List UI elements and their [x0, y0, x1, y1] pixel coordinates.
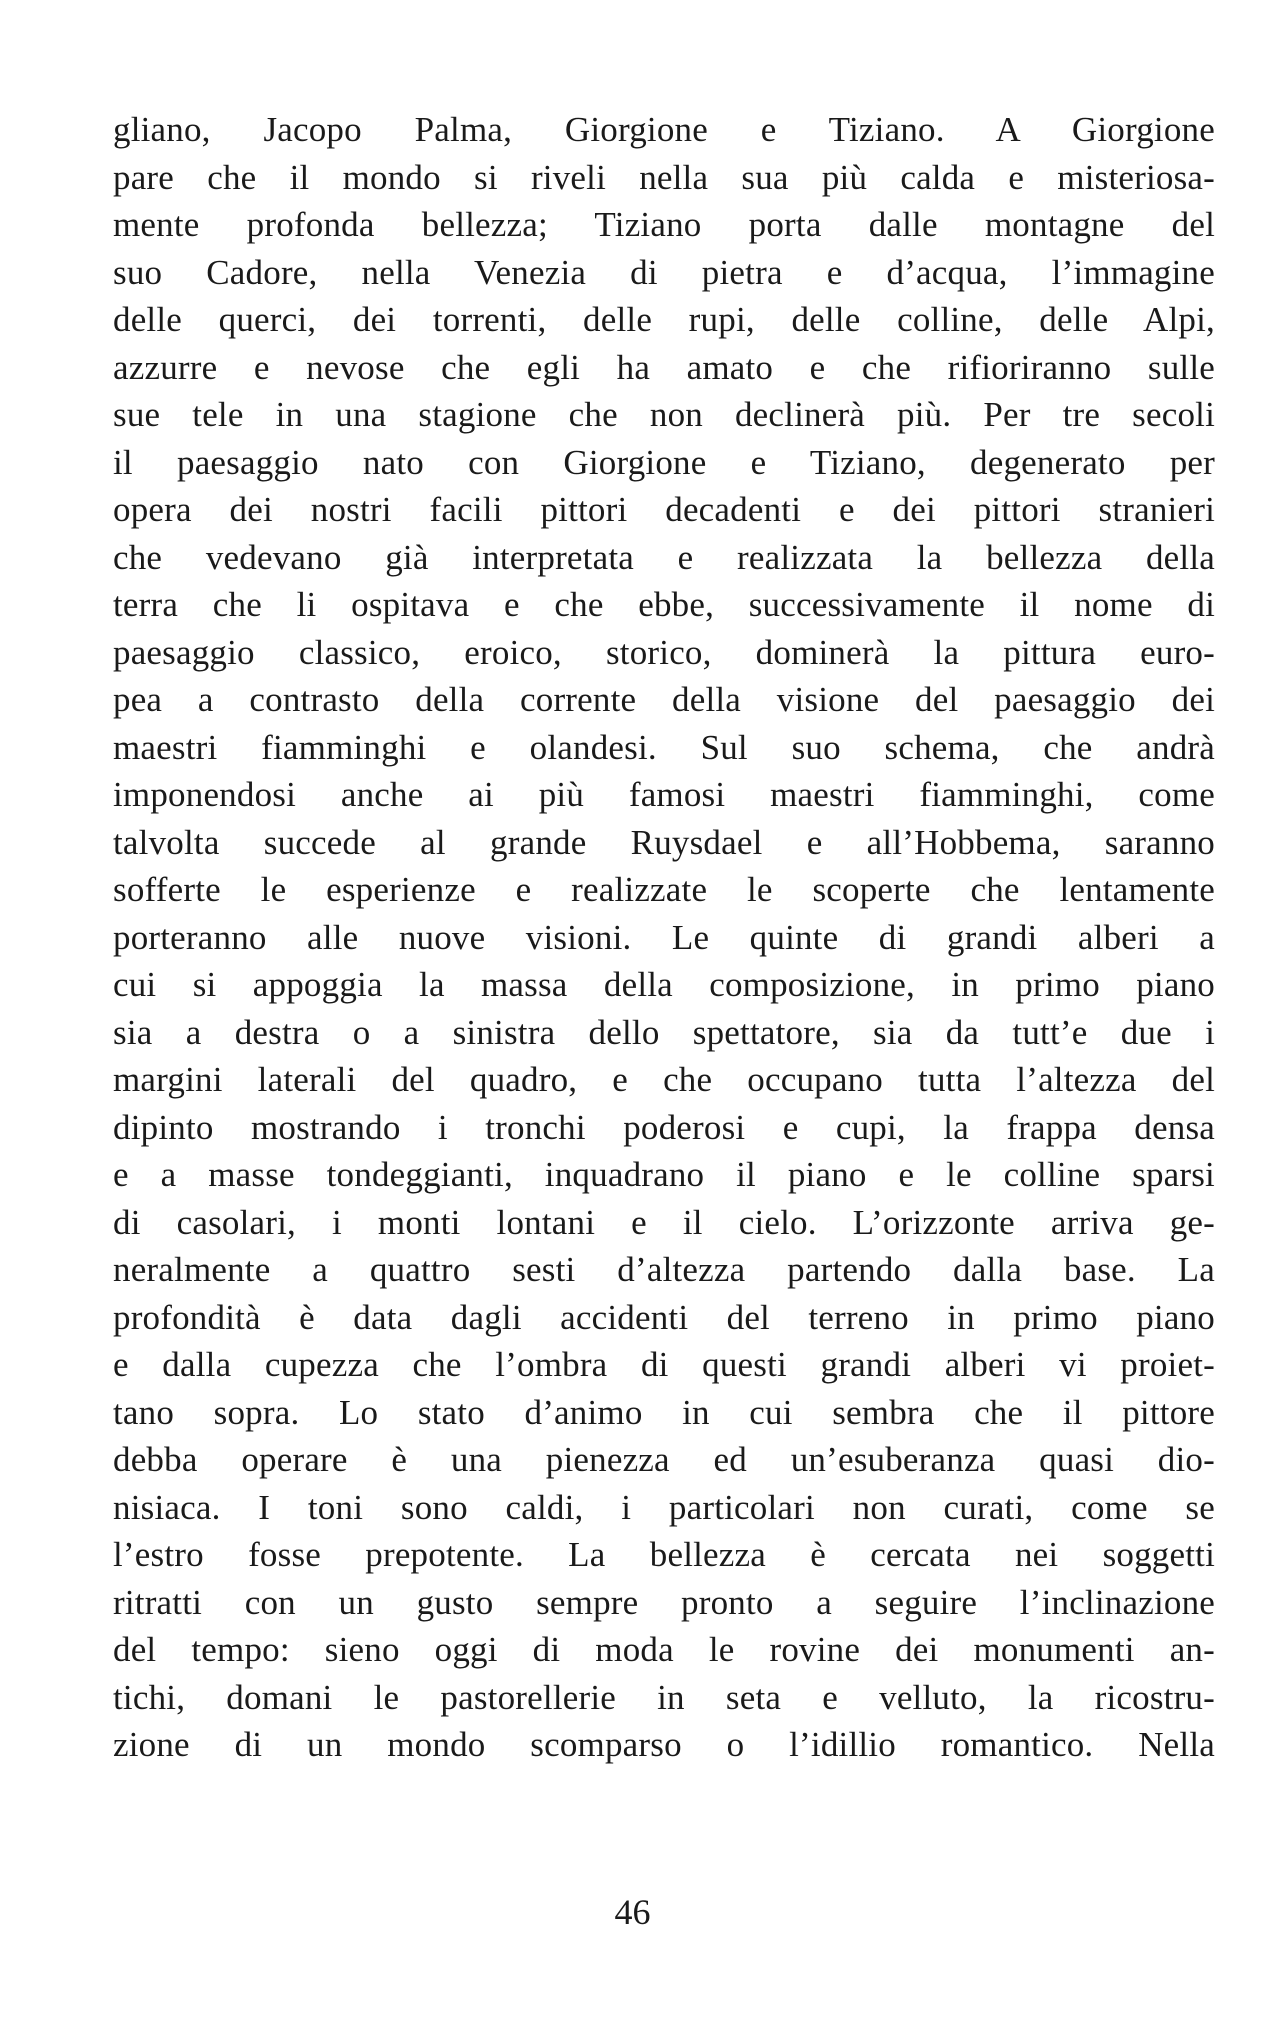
- text-line: talvolta succede al grande Ruysdael e all’Hobbema, saranno: [113, 822, 1215, 862]
- text-line: suo Cadore, nella Venezia di pietra e d’acqua, l’immagine: [113, 252, 1215, 292]
- text-line: pea a contrasto della corrente della visione del paesaggio dei: [113, 680, 1215, 719]
- text-line: terra che li ospitava e che ebbe, successivamente il nome di: [113, 585, 1215, 624]
- text-line: pare che il mondo si riveli nella sua più calda e misteriosa-: [113, 157, 1215, 197]
- text-line: ritratti con un gusto sempre pronto a seguire l’inclinazione: [113, 1582, 1215, 1622]
- text-line: dipinto mostrando i tronchi poderosi e cupi, la frappa densa: [113, 1107, 1215, 1147]
- text-line: e a masse tondeggianti, inquadrano il piano e le colline sparsi: [113, 1155, 1215, 1194]
- text-line: opera dei nostri facili pittori decadenti e dei pittori stranieri: [113, 490, 1215, 529]
- text-line: di casolari, i monti lontani e il cielo. L’orizzonte arriva ge-: [113, 1202, 1215, 1242]
- text-line: profondità è data dagli accidenti del terreno in primo piano: [113, 1297, 1215, 1337]
- text-line: maestri fiamminghi e olandesi. Sul suo schema, che andrà: [113, 727, 1215, 767]
- text-line: tichi, domani le pastorellerie in seta e velluto, la ricostru-: [113, 1677, 1215, 1717]
- text-line: l’estro fosse prepotente. La bellezza è cercata nei soggetti: [113, 1535, 1215, 1574]
- text-line: tano sopra. Lo stato d’animo in cui sembra che il pittore: [113, 1392, 1215, 1432]
- text-line: margini laterali del quadro, e che occupano tutta l’altezza del: [113, 1060, 1215, 1099]
- text-line: zione di un mondo scomparso o l’idillio romantico. Nella: [113, 1725, 1215, 1764]
- text-line: paesaggio classico, eroico, storico, dominerà la pittura euro-: [113, 632, 1215, 672]
- text-line: che vedevano già interpretata e realizzata la bellezza della: [113, 537, 1215, 577]
- text-line: nisiaca. I toni sono caldi, i particolari non curati, come se: [113, 1487, 1215, 1527]
- text-line: del tempo: sieno oggi di moda le rovine dei monumenti an-: [113, 1630, 1215, 1669]
- text-line: il paesaggio nato con Giorgione e Tiziano, degenerato per: [113, 442, 1215, 482]
- text-line: sue tele in una stagione che non declinerà più. Per tre secoli: [113, 395, 1215, 434]
- text-line: porteranno alle nuove visioni. Le quinte di grandi alberi a: [113, 917, 1215, 957]
- text-line: sofferte le esperienze e realizzate le scoperte che lentamente: [113, 870, 1215, 909]
- text-line: imponendosi anche ai più famosi maestri fiamminghi, come: [113, 775, 1215, 814]
- text-line: e dalla cupezza che l’ombra di questi grandi alberi vi proiet-: [113, 1345, 1215, 1384]
- text-line: gliano, Jacopo Palma, Giorgione e Tiziano. A Giorgione: [113, 110, 1215, 149]
- page-number: 46: [614, 1892, 651, 1932]
- text-line: azzurre e nevose che egli ha amato e che rifioriranno sulle: [113, 347, 1215, 387]
- text-line: neralmente a quattro sesti d’altezza partendo dalla base. La: [113, 1250, 1215, 1289]
- text-line: delle querci, dei torrenti, delle rupi, delle colline, delle Alpi,: [113, 300, 1215, 339]
- text-line: cui si appoggia la massa della composizione, in primo piano: [113, 965, 1215, 1004]
- text-line: debba operare è una pienezza ed un’esuberanza quasi dio-: [113, 1440, 1215, 1479]
- text-line: sia a destra o a sinistra dello spettatore, sia da tutt’e due i: [113, 1012, 1215, 1052]
- body-text: [113, 106, 1215, 1769]
- text-line: mente profonda bellezza; Tiziano porta dalle montagne del: [113, 205, 1215, 244]
